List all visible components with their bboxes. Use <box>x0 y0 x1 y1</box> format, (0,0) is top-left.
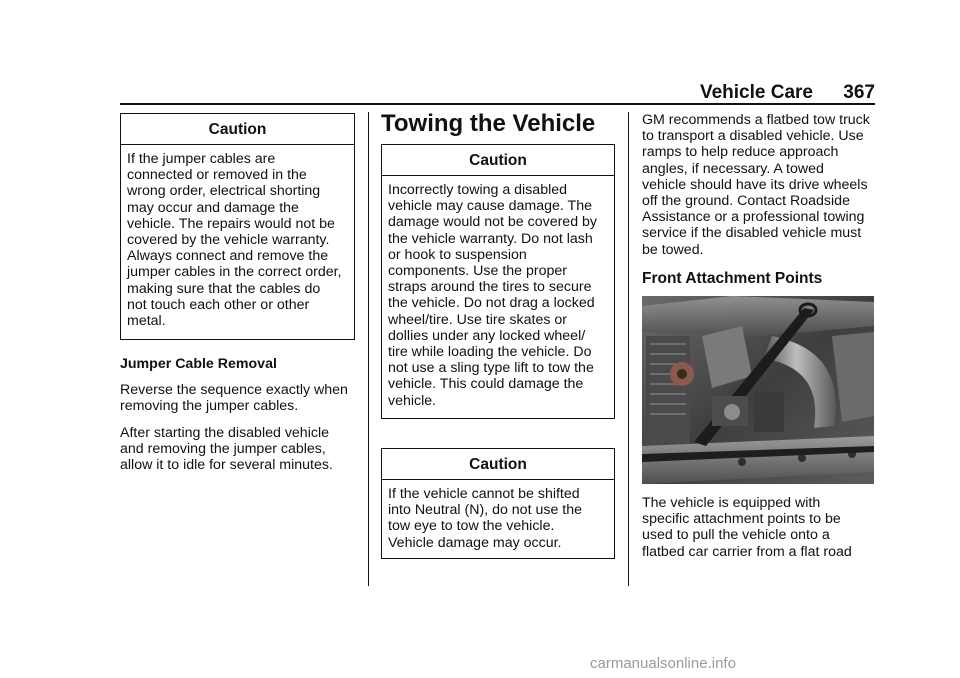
text-line: vehicle should have its drive wheels <box>642 176 868 193</box>
text-line: specific attachment points to be <box>642 511 841 528</box>
text-line: vehicle. The repairs would not be <box>127 215 335 232</box>
text-line: GM recommends a flatbed tow truck <box>642 112 870 128</box>
text-line: be towed. <box>642 241 704 258</box>
paragraph-equipped-attachment-points <box>642 495 877 560</box>
caution-heading: Caution <box>121 114 354 145</box>
caution-heading: Caution <box>382 449 614 480</box>
caution-text <box>382 480 614 559</box>
text-line: vehicle. <box>388 392 437 409</box>
text-line: Assistance or a professional towing <box>642 209 865 226</box>
text-line: damage would not be covered by <box>388 214 598 231</box>
text-line: into Neutral (N), do not use the <box>388 502 582 519</box>
text-line: not touch each other or other <box>127 296 310 313</box>
header-rule <box>120 103 875 105</box>
text-line: to transport a disabled vehicle. Use <box>642 128 864 145</box>
heading-towing-the-vehicle: Towing the Vehicle <box>381 110 596 137</box>
text-line: vehicle may cause damage. The <box>388 198 592 215</box>
text-line: connected or removed in the <box>127 167 307 184</box>
photo-illustration <box>642 296 874 484</box>
text-line: not use a sling type lift to tow the <box>388 360 594 377</box>
text-line: Always connect and remove the <box>127 248 329 265</box>
caution-heading: Caution <box>382 145 614 176</box>
text-line: service if the disabled vehicle must <box>642 225 862 242</box>
text-line: flatbed car carrier from a flat road <box>642 543 852 560</box>
text-line: covered by the vehicle warranty. <box>127 232 330 249</box>
paragraph-gm-recommends <box>642 112 877 258</box>
text-line: Reverse the sequence exactly when <box>120 382 348 399</box>
subheading-jumper-cable-removal: Jumper Cable Removal <box>120 356 277 372</box>
text-line: and removing the jumper cables, <box>120 440 326 457</box>
caution-box-towing <box>381 144 615 419</box>
text-line: If the vehicle cannot be shifted <box>388 486 580 502</box>
text-line: metal. <box>127 313 166 330</box>
caution-box-neutral <box>381 448 615 559</box>
text-line: The vehicle is equipped with <box>642 495 821 511</box>
column-divider-2 <box>628 112 629 586</box>
text-line: angles, if necessary. A towed <box>642 160 824 177</box>
text-line: off the ground. Contact Roadside <box>642 193 850 210</box>
caution-box-jumper <box>120 113 355 340</box>
text-line: making sure that the cables do <box>127 280 321 297</box>
text-line: straps around the tires to secure <box>388 279 592 296</box>
column-3 <box>642 112 877 288</box>
watermark-text: carmanualsonline.info <box>590 655 736 672</box>
text-line: Incorrectly towing a disabled <box>388 182 568 198</box>
caution-text <box>382 176 614 417</box>
text-line: tire while loading the vehicle. Do <box>388 344 592 361</box>
front-attachment-points-photo <box>642 296 874 484</box>
text-line: wheel/tire. Use tire skates or <box>388 311 567 328</box>
text-line: Vehicle damage may occur. <box>388 534 562 551</box>
page-header <box>120 82 875 104</box>
text-line: tow eye to tow the vehicle. <box>388 518 555 535</box>
column-divider-1 <box>368 112 369 586</box>
paragraph-after-starting <box>120 425 355 474</box>
text-line: the vehicle warranty. Do not lash <box>388 230 593 247</box>
text-line: or hook to suspension <box>388 246 527 263</box>
text-line: may occur and damage the <box>127 199 299 216</box>
text-line: the vehicle. Do not drag a locked <box>388 295 595 312</box>
column-1 <box>120 113 355 473</box>
text-line: ramps to help reduce approach <box>642 144 839 161</box>
text-line: allow it to idle for several minutes. <box>120 457 333 474</box>
section-title: Vehicle Care <box>699 82 813 103</box>
text-line: After starting the disabled vehicle <box>120 424 329 441</box>
column-2 <box>381 110 615 559</box>
text-line: jumper cables in the correct order, <box>127 264 342 281</box>
caution-text <box>121 145 354 337</box>
text-line: used to pull the vehicle onto a <box>642 527 830 544</box>
column-3-after-photo <box>642 495 877 560</box>
text-line: removing the jumper cables. <box>120 398 299 415</box>
heading-front-attachment-points: Front Attachment Points <box>642 269 823 287</box>
text-line: wrong order, electrical shorting <box>127 183 321 200</box>
page-number: 367 <box>843 82 875 103</box>
paragraph-reverse-sequence <box>120 382 355 414</box>
text-line: vehicle. This could damage the <box>388 376 584 393</box>
text-line: components. Use the proper <box>388 263 568 280</box>
text-line: If the jumper cables are <box>127 151 276 167</box>
text-line: dollies under any locked wheel/ <box>388 327 586 344</box>
